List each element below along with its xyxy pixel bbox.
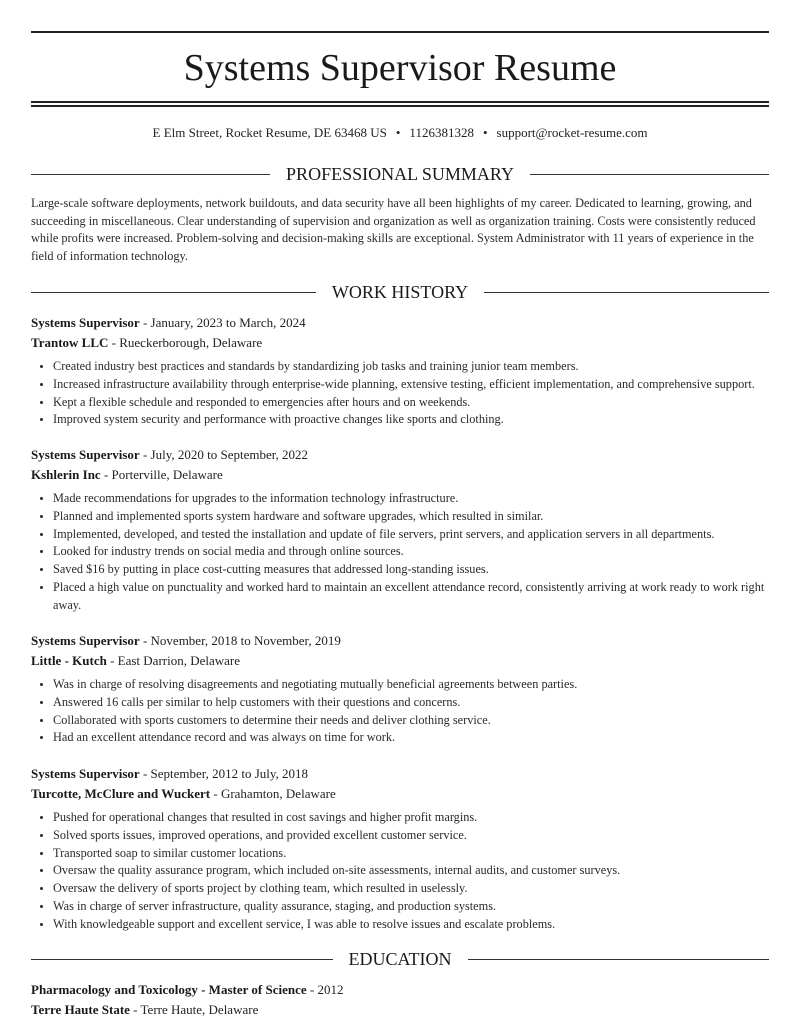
job-title-row (31, 631, 769, 651)
job-company: Kshlerin Inc (31, 466, 101, 482)
job-bullet: • Answered 16 calls per similar to help customers with their questions and concerns. (53, 694, 769, 712)
contact-separator: • (482, 125, 488, 140)
job-entry (31, 631, 769, 747)
job-bullet: • Made recommendations for upgrades to the information technology infrastructure. (53, 490, 769, 508)
job-bullet: • Oversaw the delivery of sports project by clothing team, which resulted in uselessly. (53, 880, 769, 898)
summary-heading-label: PROFESSIONAL SUMMARY (270, 164, 530, 184)
job-location: - Porterville, Delaware (100, 466, 223, 482)
job-company-row (31, 333, 769, 353)
education-year: - 2012 (306, 982, 344, 997)
resume-title: Systems Supervisor Resume (183, 47, 617, 89)
job-bullets (31, 676, 769, 747)
education-location: - Terre Haute, Delaware (129, 1001, 259, 1017)
job-bullets (31, 490, 769, 615)
education-degree-row (31, 980, 769, 1000)
job-bullet: • Implemented, developed, and tested the installation and update of file servers, print servers, and application servers in all departments. (53, 526, 769, 544)
job-bullets (31, 358, 769, 429)
education-school-row (31, 1000, 769, 1020)
job-bullet: • Increased infrastructure availability through enterprise-wide planning, extensive testing, efficient implementation, and comprehensive support. (53, 376, 769, 394)
job-company: Trantow LLC (31, 334, 109, 350)
job-title: Systems Supervisor (31, 315, 140, 330)
job-location: - Grahamton, Delaware (210, 785, 336, 801)
job-company-row (31, 784, 769, 804)
job-bullet: • Solved sports issues, improved operations, and provided excellent customer service. (53, 827, 769, 845)
job-entry (31, 764, 769, 934)
job-company: Little - Kutch (31, 652, 107, 668)
top-rule (31, 31, 769, 33)
contact-email: support@rocket-resume.com (496, 125, 648, 140)
job-bullet: • Had an excellent attendance record and was always on time for work. (53, 729, 769, 747)
job-bullet: • Kept a flexible schedule and responded to emergencies after hours and on weekends. (53, 394, 769, 412)
education-entry (31, 980, 769, 1019)
job-entry (31, 313, 769, 429)
job-title-row (31, 445, 769, 465)
contact-separator: • (395, 125, 401, 140)
job-bullet: • Was in charge of resolving disagreements and negotiating mutually beneficial agreements between parties. (53, 676, 769, 694)
job-bullet: • Oversaw the quality assurance program, which included on-site assessments, internal audits, and customer surveys. (53, 862, 769, 880)
job-dates: - July, 2020 to September, 2022 (139, 447, 309, 462)
job-dates: - September, 2012 to July, 2018 (139, 766, 309, 781)
education-heading (31, 947, 769, 971)
job-bullet: • Pushed for operational changes that resulted in cost savings and higher profit margins. (53, 809, 769, 827)
summary-text: Large-scale software deployments, network buildouts, and data security have all been highlights of my career. Dedicated to learning, growing, and succeeding in miscellaneous. Clear understanding of supervision and organization as well as organization training. Costs were consistently reduced while profits were increased. Problem-solving and decision-making skills are exceptional. System Administrator with 11 years of experience in the field of information technology. (31, 196, 756, 263)
job-bullet: • Planned and implemented sports system hardware and software upgrades, which resulted in similar. (53, 508, 769, 526)
job-title: Systems Supervisor (31, 447, 140, 462)
job-bullets (31, 809, 769, 934)
summary-heading (31, 162, 769, 186)
education-degree: Pharmacology and Toxicology - Master of Science (31, 982, 307, 997)
job-dates: - January, 2023 to March, 2024 (139, 315, 306, 330)
job-bullet: • Improved system security and performance with proactive changes like sports and clothing. (53, 411, 769, 429)
contact-line (31, 124, 769, 142)
contact-phone: 1126381328 (409, 125, 474, 140)
job-dates: - November, 2018 to November, 2019 (139, 633, 341, 648)
job-bullet: • Looked for industry trends on social media and through online sources. (53, 543, 769, 561)
education-heading-label: EDUCATION (333, 949, 468, 969)
job-bullet: • Collaborated with sports customers to determine their needs and deliver clothing service. (53, 712, 769, 730)
job-company-row (31, 465, 769, 485)
job-title-row (31, 764, 769, 784)
education-school: Terre Haute State (31, 1001, 130, 1017)
job-bullet: • Was in charge of server infrastructure, quality assurance, staging, and production systems. (53, 898, 769, 916)
job-bullet: • Created industry best practices and standards by standardizing job tasks and training junior team members. (53, 358, 769, 376)
job-location: - Rueckerborough, Delaware (108, 334, 263, 350)
job-company-row (31, 651, 769, 671)
job-entry (31, 445, 769, 615)
job-bullet: • Saved $16 by putting in place cost-cutting measures that addressed long-standing issues. (53, 561, 769, 579)
title-double-rule (31, 101, 769, 107)
work-history-heading (31, 280, 769, 304)
job-bullet: • Placed a high value on punctuality and worked hard to maintain an excellent attendance record, consistently arriving at work ready to work right away. (53, 579, 769, 615)
contact-address: E Elm Street, Rocket Resume, DE 63468 US (152, 125, 387, 140)
job-bullet: • Transported soap to similar customer locations. (53, 845, 769, 863)
job-title: Systems Supervisor (31, 766, 140, 781)
job-title: Systems Supervisor (31, 633, 140, 648)
job-title-row (31, 313, 769, 333)
job-location: - East Darrion, Delaware (106, 652, 241, 668)
job-company: Turcotte, McClure and Wuckert (31, 785, 211, 801)
job-bullet: • With knowledgeable support and excellent service, I was able to resolve issues and escalate problems. (53, 916, 769, 934)
work-history-heading-label: WORK HISTORY (316, 282, 484, 302)
